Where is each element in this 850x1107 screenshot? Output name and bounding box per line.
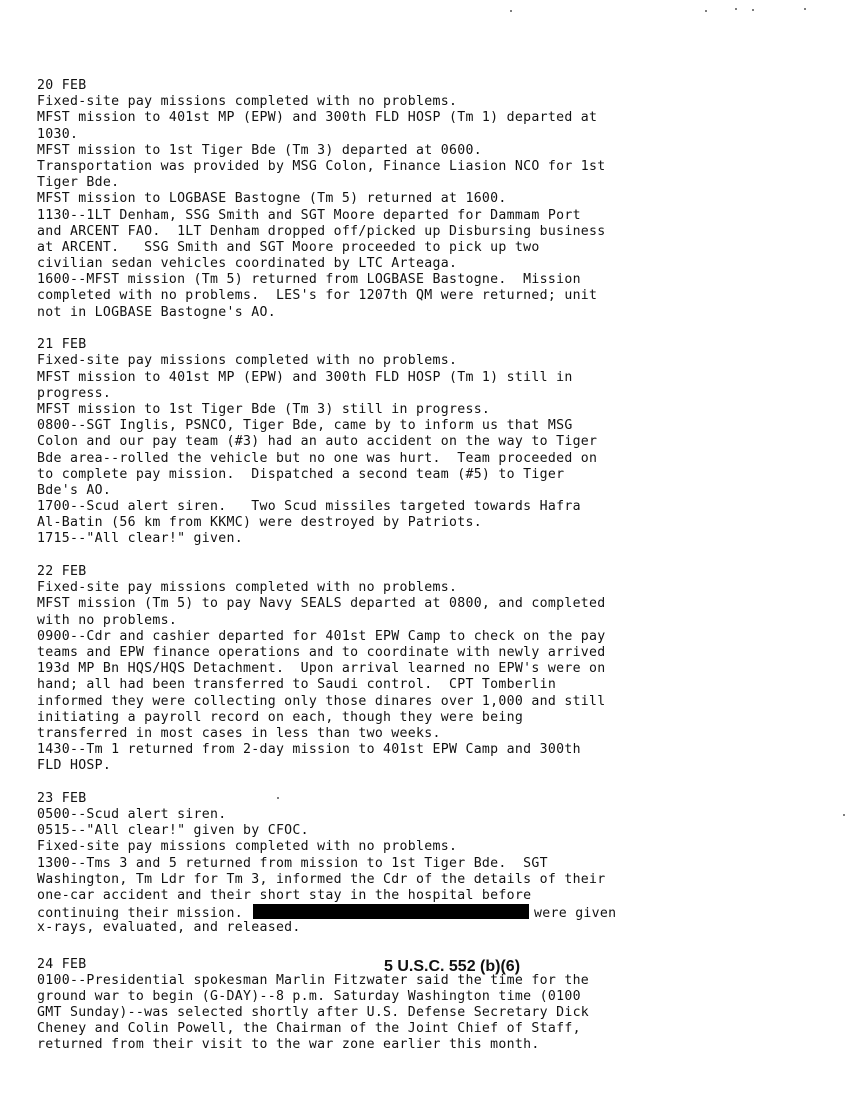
log-line: Washington, Tm Ldr for Tm 3, informed the Cdr of the details of their <box>37 871 606 887</box>
log-line: completed with no problems. LES's for 1207th QM were returned; unit <box>37 288 598 304</box>
entry-date-20-feb: 20 FEB <box>37 78 87 93</box>
scan-speck <box>752 9 754 11</box>
foia-exemption-label: 5 U.S.C. 552 (b)(6) <box>384 958 521 975</box>
log-line: informed they were collecting only those dinares over 1,000 and still <box>37 693 606 709</box>
log-line: civilian sedan vehicles coordinated by LTC Arteaga. <box>37 256 458 272</box>
log-line: with no problems. <box>37 612 178 628</box>
log-line: 0100--Presidential spokesman Marlin Fitzwater said the time for the <box>37 972 590 988</box>
log-line: MFST mission to 401st MP (EPW) and 300th FLD HOSP (Tm 1) departed at <box>37 110 598 126</box>
log-line: x-rays, evaluated, and released. <box>37 920 301 936</box>
log-line: Colon and our pay team (#3) had an auto accident on the way to Tiger <box>37 434 598 450</box>
log-text <box>37 78 837 1054</box>
redacted-log-line <box>37 904 837 920</box>
log-line: 1600--MFST mission (Tm 5) returned from LOGBASE Bastogne. Mission <box>37 272 581 288</box>
log-line: ground war to begin (G-DAY)--8 p.m. Saturday Washington time (0100 <box>37 988 581 1004</box>
log-line: 1130--1LT Denham, SSG Smith and SGT Moore departed for Dammam Port <box>37 207 581 223</box>
scan-speck <box>735 8 737 10</box>
log-line: Tiger Bde. <box>37 175 120 191</box>
log-line: teams and EPW finance operations and to coordinate with newly arrived <box>37 644 606 660</box>
entry-date-23-feb: 23 FEB <box>37 790 87 806</box>
log-line: to complete pay mission. Dispatched a second team (#5) to Tiger <box>37 466 565 482</box>
log-line: 0900--Cdr and cashier departed for 401st EPW Camp to check on the pay <box>37 628 606 644</box>
log-line: GMT Sunday)--was selected shortly after U.S. Defense Secretary Dick <box>37 1005 590 1021</box>
scan-speck <box>510 10 512 12</box>
log-line: 0500--Scud alert siren. <box>37 807 227 823</box>
log-line: Bde's AO. <box>37 482 112 498</box>
log-line: Transportation was provided by MSG Colon, Finance Liasion NCO for 1st <box>37 158 606 174</box>
log-line: MFST mission to 1st Tiger Bde (Tm 3) still in progress. <box>37 401 491 417</box>
log-line: not in LOGBASE Bastogne's AO. <box>37 304 276 320</box>
log-line: Fixed-site pay missions completed with no problems. <box>37 353 458 369</box>
log-line: 1715--"All clear!" given. <box>37 531 243 547</box>
log-line: Fixed-site pay missions completed with no problems. <box>37 580 458 596</box>
log-line: 1700--Scud alert siren. Two Scud missiles targeted towards Hafra <box>37 499 581 515</box>
log-line: 1300--Tms 3 and 5 returned from mission to 1st Tiger Bde. SGT <box>37 855 548 871</box>
log-line: MFST mission to LOGBASE Bastogne (Tm 5) returned at 1600. <box>37 191 507 207</box>
entry-date-24-feb: 24 FEB <box>37 956 87 972</box>
log-line-after-redaction: were given <box>534 906 617 922</box>
scan-speck <box>843 814 845 816</box>
log-line: 1430--Tm 1 returned from 2-day mission to 401st EPW Camp and 300th <box>37 742 581 758</box>
entry-date-21-feb: 21 FEB <box>37 337 87 353</box>
log-line: 193d MP Bn HQS/HQS Detachment. Upon arrival learned no EPW's were on <box>37 661 606 677</box>
log-line: MFST mission to 401st MP (EPW) and 300th FLD HOSP (Tm 1) still in <box>37 369 573 385</box>
redaction-bar <box>253 904 529 919</box>
log-line: FLD HOSP. <box>37 758 112 774</box>
scan-speck <box>804 8 806 10</box>
log-line: initiating a payroll record on each, though they were being <box>37 709 524 725</box>
log-line: transferred in most cases in less than two weeks. <box>37 725 441 741</box>
log-line: Bde area--rolled the vehicle but no one was hurt. Team proceeded on <box>37 450 598 466</box>
log-line: progress. <box>37 385 112 401</box>
log-line: returned from their visit to the war zone earlier this month. <box>37 1037 540 1053</box>
log-line: 1030. <box>37 126 79 142</box>
log-line: 0800--SGT Inglis, PSNCO, Tiger Bde, came by to inform us that MSG <box>37 418 573 434</box>
entry-date-22-feb: 22 FEB <box>37 564 87 580</box>
log-line: hand; all had been transferred to Saudi control. CPT Tomberlin <box>37 677 557 693</box>
log-line: at ARCENT. SSG Smith and SGT Moore proceeded to pick up two <box>37 239 540 255</box>
log-line: Al-Batin (56 km from KKMC) were destroyed by Patriots. <box>37 515 482 531</box>
scan-speck <box>705 10 707 12</box>
log-line: 0515--"All clear!" given by CFOC. <box>37 823 309 839</box>
log-line: one-car accident and their short stay in the hospital before <box>37 887 532 903</box>
log-line: MFST mission (Tm 5) to pay Navy SEALS departed at 0800, and completed <box>37 596 606 612</box>
log-line: Cheney and Colin Powell, the Chairman of the Joint Chief of Staff, <box>37 1021 581 1037</box>
log-line-before-redaction: continuing their mission. <box>37 906 243 922</box>
log-line: and ARCENT FAO. 1LT Denham dropped off/picked up Disbursing business <box>37 223 606 239</box>
log-line: Fixed-site pay missions completed with no problems. <box>37 94 458 110</box>
log-line: Fixed-site pay missions completed with no problems. <box>37 839 458 855</box>
log-line: MFST mission to 1st Tiger Bde (Tm 3) departed at 0600. <box>37 142 482 158</box>
